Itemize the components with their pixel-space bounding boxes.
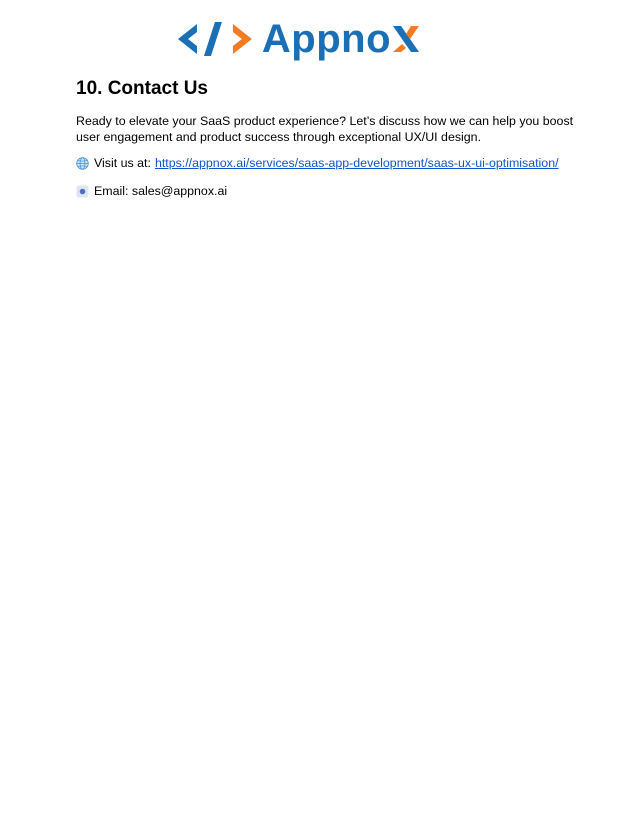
email-text: Email: sales@appnox.ai [94,184,228,198]
visit-us-item [76,155,559,171]
section-heading: 10. Contact Us [76,78,208,99]
visit-us-label: Visit us at: [94,156,151,170]
logo-text: Appno [261,17,391,61]
email-item [76,183,227,199]
globe-icon [76,157,89,170]
intro-paragraph: Ready to elevate your SaaS product experience? Let’s discuss how we can help you boost user engagement and product success through exceptional UX/UI design. [76,114,574,144]
website-link[interactable]: https://appnox.ai/services/saas-app-development/saas-ux-ui-optimisation/ [154,156,559,170]
appnox-logo [175,18,420,60]
email-bullet-icon [76,185,89,198]
logo-wordmark [262,18,420,60]
code-brackets-logo-icon [175,18,261,60]
logo-x-mark-icon [392,24,420,54]
